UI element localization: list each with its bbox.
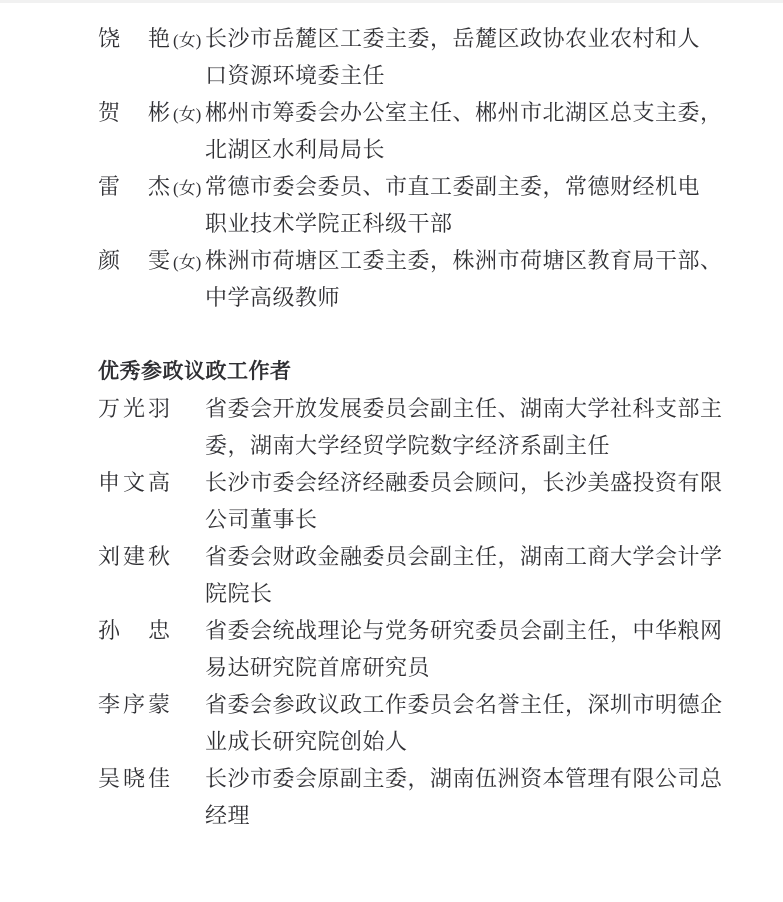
member-name-text: 雷 杰 <box>98 174 174 199</box>
list-item <box>98 94 723 168</box>
list-item <box>98 390 723 464</box>
member-name <box>98 242 205 281</box>
list-item <box>98 20 723 94</box>
member-name-text: 颜 雯 <box>98 248 174 273</box>
list-item <box>98 686 723 760</box>
member-name <box>98 464 205 501</box>
position-line: 长沙市委会经济经融委员会顾问，长沙美盛投资有限 <box>205 470 723 495</box>
member-name <box>98 94 205 133</box>
position-line: 业成长研究院创始人 <box>205 729 408 754</box>
member-position <box>205 20 723 94</box>
member-name-text: 万光羽 <box>98 396 174 421</box>
member-name <box>98 538 205 575</box>
position-line: 常德市委会委员、市直工委副主委，常德财经机电 <box>205 174 701 199</box>
member-position <box>205 760 723 834</box>
position-line: 省委会参政议政工作委员会名誉主任，深圳市明德企 <box>205 692 723 717</box>
member-name <box>98 390 205 427</box>
position-line: 公司董事长 <box>205 507 318 532</box>
position-line: 易达研究院首席研究员 <box>205 655 431 680</box>
member-position <box>205 94 723 168</box>
gender-note: (女) <box>173 253 202 272</box>
member-position <box>205 168 723 242</box>
position-line: 长沙市委会原副主委，湖南伍洲资本管理有限公司总 <box>205 766 723 791</box>
member-position <box>205 612 723 686</box>
position-line: 北湖区水利局局长 <box>205 137 386 162</box>
position-line: 株洲市荷塘区工委主委，株洲市荷塘区教育局干部、 <box>205 248 723 273</box>
position-line: 长沙市岳麓区工委主委，岳麓区政协农业农村和人 <box>205 26 701 51</box>
position-line: 省委会统战理论与党务研究委员会副主任，中华粮网 <box>205 618 723 643</box>
member-name-text: 李序蒙 <box>98 692 174 717</box>
position-line: 中学高级教师 <box>205 285 341 310</box>
section-outstanding-workers <box>98 353 723 834</box>
member-position <box>205 464 723 538</box>
position-line: 省委会开放发展委员会副主任、湖南大学社科支部主 <box>205 396 723 421</box>
list-item <box>98 464 723 538</box>
document-content <box>98 20 723 834</box>
page-top-edge <box>0 0 783 3</box>
member-name-text: 吴晓佳 <box>98 766 174 791</box>
list-item <box>98 760 723 834</box>
member-name-text: 刘建秋 <box>98 544 174 569</box>
position-line: 郴州市筹委会办公室主任、郴州市北湖区总支主委， <box>205 100 723 125</box>
member-name-text: 贺 彬 <box>98 100 174 125</box>
section-heading: 优秀参政议政工作者 <box>98 359 292 383</box>
member-name-text: 饶 艳 <box>98 26 174 51</box>
position-line: 委，湖南大学经贸学院数字经济系副主任 <box>205 433 611 458</box>
position-line: 职业技术学院正科级干部 <box>205 211 453 236</box>
list-item <box>98 168 723 242</box>
position-line: 口资源环境委主任 <box>205 63 386 88</box>
gender-note: (女) <box>173 105 202 124</box>
list-item <box>98 242 723 316</box>
member-name <box>98 686 205 723</box>
member-name <box>98 20 205 59</box>
list-item <box>98 612 723 686</box>
member-name-text: 申文高 <box>98 470 174 495</box>
gender-note: (女) <box>173 31 202 50</box>
member-name <box>98 168 205 207</box>
position-line: 院院长 <box>205 581 273 606</box>
member-position <box>205 686 723 760</box>
member-name <box>98 612 205 649</box>
member-position <box>205 538 723 612</box>
member-position <box>205 242 723 316</box>
member-name <box>98 760 205 797</box>
position-line: 经理 <box>205 803 251 828</box>
gender-note: (女) <box>173 179 202 198</box>
position-line: 省委会财政金融委员会副主任，湖南工商大学会计学 <box>205 544 723 569</box>
member-position <box>205 390 723 464</box>
section-awardee-list <box>98 20 723 316</box>
list-item <box>98 538 723 612</box>
member-name-text: 孙 忠 <box>98 618 174 643</box>
